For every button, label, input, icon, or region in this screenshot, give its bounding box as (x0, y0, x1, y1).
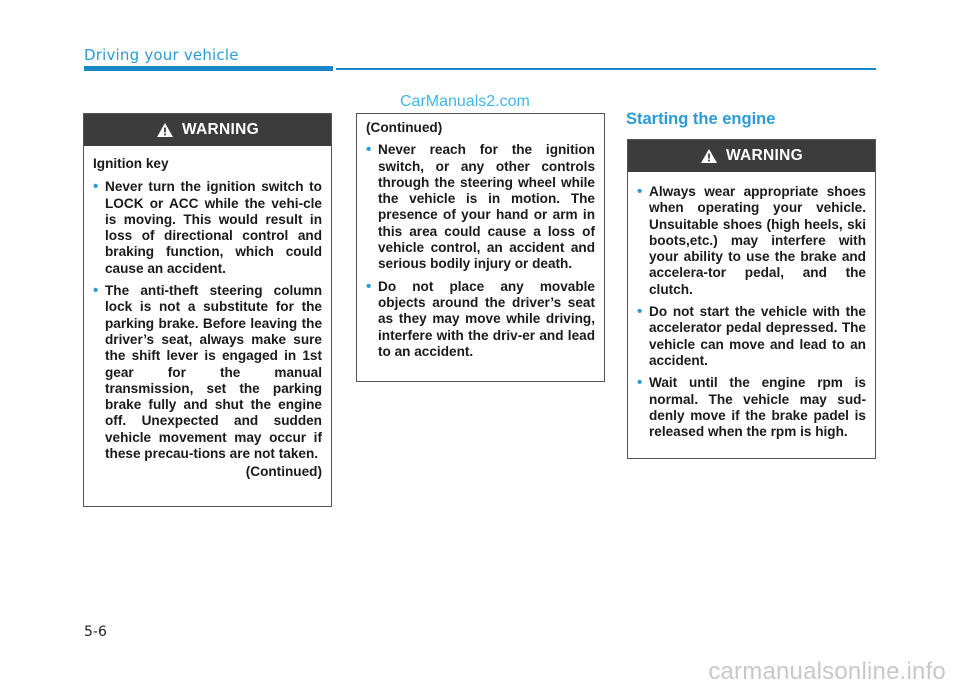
right-warning-box (627, 139, 876, 459)
list-item: • Do not start the vehicle with the accelerator pedal depressed. The vehicle can move and lead to an accident. (637, 304, 866, 369)
list-item: • Always wear appropriate shoes when operating your vehicle. Unsuitable shoes (high heels, ski boots,etc.) may interfere with your ability to use the brake and accelera-tor pedal, and the clutch. (637, 184, 866, 298)
warning-heading: WARNING (725, 147, 803, 164)
list-item: • The anti-theft steering column lock is not a substitute for the parking brake. Before leaving the driver’s seat, always make sure the shift lever is engaged in 1st gear for the manual transmission, set the parking brake fully and shut the engine off. Unexpected and sudden vehicle movement may occur if these precau-tions are not taken. (93, 283, 322, 462)
list-item: • Wait until the engine rpm is normal. The vehicle may sud-denly move if the brake padel is released when the rpm is high. (637, 375, 866, 440)
header-rule-thin (336, 68, 876, 70)
list-item: • Never reach for the ignition switch, or any other controls through the steering wheel while the vehicle is in motion. The presence of your hand or arm in this area could cause a loss of vehicle control, an accident and serious bodily injury or death. (366, 142, 595, 272)
header-rule-thick (84, 66, 333, 71)
warning-triangle-icon (700, 148, 718, 164)
list-item: • Never turn the ignition switch to LOCK or ACC while the vehi-cle is moving. This would result in loss of directional control and braking function, which could cause an accident. (93, 179, 322, 277)
watermark-top: CarManuals2.com (400, 93, 530, 110)
warning-subheading: Ignition key (93, 156, 169, 171)
middle-continued-box (356, 113, 605, 382)
continued-label: (Continued) (245, 464, 322, 480)
watermark-bottom: carmanualsonline.info (708, 658, 946, 685)
section-heading: Starting the engine (626, 110, 776, 128)
left-warning-box (83, 113, 332, 507)
warning-header (84, 114, 331, 146)
warning-heading: WARNING (181, 121, 259, 138)
warning-header (628, 140, 875, 172)
continued-label: (Continued) (366, 120, 443, 135)
section-title: Driving your vehicle (84, 46, 239, 64)
warning-triangle-icon (156, 122, 174, 138)
page-number: 5-6 (84, 624, 107, 640)
list-item: • Do not place any movable objects around the driver’s seat as they may move while driving, interfere with the driv-er and lead to an accident. (366, 279, 595, 360)
